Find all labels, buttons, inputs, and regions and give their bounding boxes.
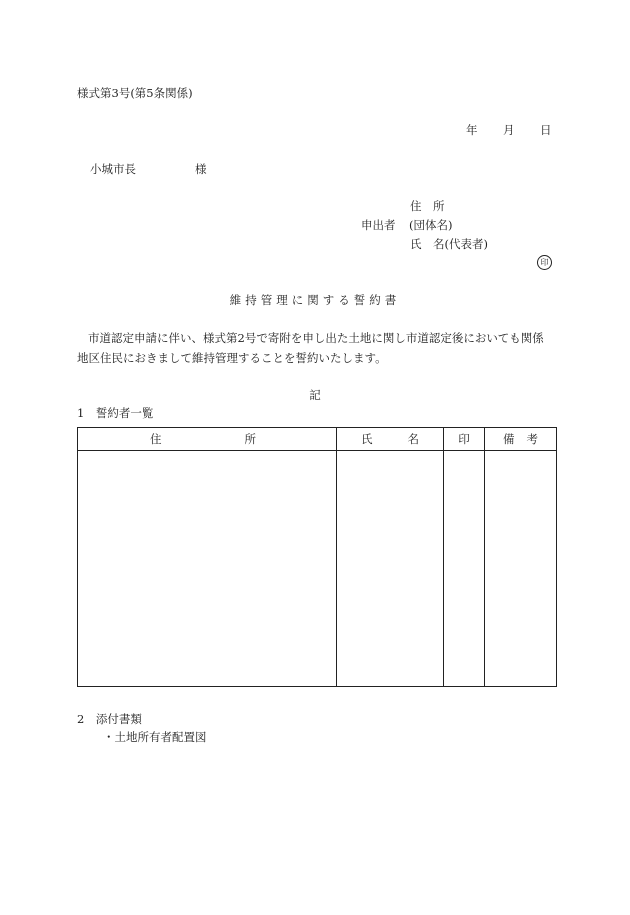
section1-title: 1 誓約者一覧 (77, 406, 154, 420)
cell-seal[interactable] (444, 451, 485, 687)
applicant-name-label: 氏 名(代表者) (410, 237, 488, 251)
date-month: 月 (503, 123, 515, 137)
table-header-row (78, 428, 557, 451)
date-day: 日 (540, 123, 552, 137)
applicant-label: 申出者 (361, 218, 396, 232)
attachment-item: ・土地所有者配置図 (103, 730, 207, 744)
seal-mark: 印 (537, 255, 552, 270)
column-header-remarks: 備 考 (485, 428, 557, 451)
applicant-address-label: 住 所 (410, 199, 445, 213)
cell-name[interactable] (337, 451, 444, 687)
addressee-name: 小城市長 (90, 162, 136, 176)
document-title: 維持管理に関する誓約書 (229, 293, 401, 307)
column-header-name: 氏 名 (337, 428, 444, 451)
section2-title: 2 添付書類 (77, 712, 142, 726)
body-text: 市道認定申請に伴い、様式第2号で寄附を申し出た土地に関し市道認定後においても関係地区住民におきまして維持管理することを誓約いたします。 (77, 331, 544, 365)
pledger-table (77, 427, 557, 687)
form-number: 様式第3号(第5条関係) (77, 86, 193, 100)
date-year: 年 (466, 123, 478, 137)
column-header-seal: 印 (444, 428, 485, 451)
ki-label: 記 (309, 388, 321, 402)
table-row (78, 451, 557, 687)
cell-address[interactable] (78, 451, 337, 687)
applicant-org-label: (団体名) (409, 218, 453, 232)
column-header-address: 住 所 (78, 428, 337, 451)
addressee-honorific: 様 (195, 162, 207, 176)
cell-remarks[interactable] (485, 451, 557, 687)
